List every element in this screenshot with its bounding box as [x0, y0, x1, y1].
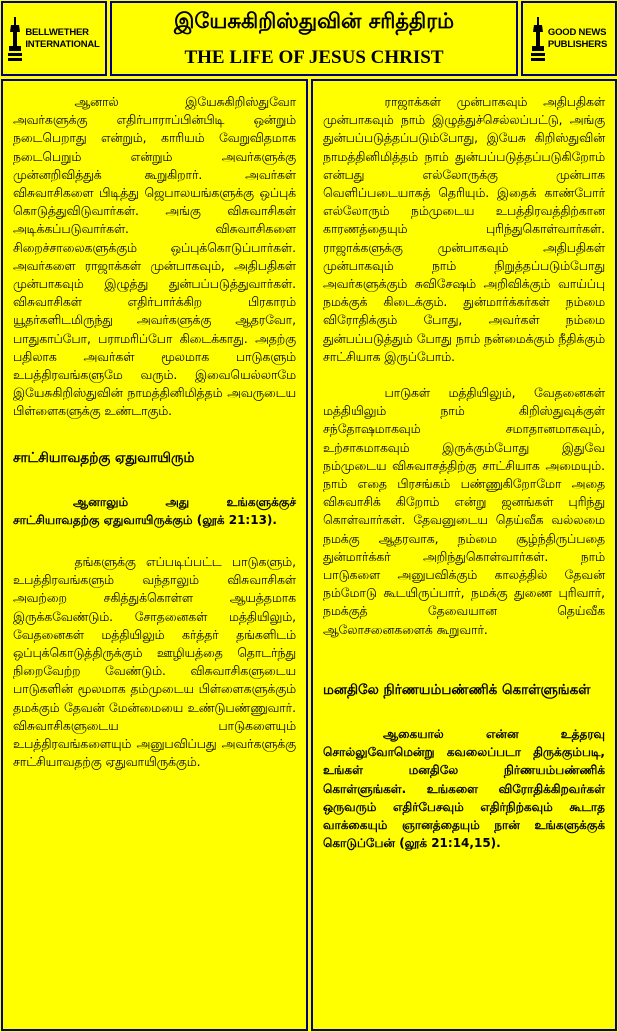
left-paragraph-2: தங்களுக்கு எப்படிப்பட்ட பாடுகளும், உபத்திரவங்களும் வந்தாலும் விசுவாசிகள் அவற்றை சகித்துக்கொள்ள ஆயத்தமாக இருக்கவேண்டும். சோதனைகள் மத்தியிலும், வேதனைகள் மத்தியிலும் கர்த்தர் தங்களிடம் ஒப்புக்கொடுத்திருக்கும் ஊழியத்தை தொடர்ந்து நிறைவேற்ற வேண்டும். விசுவாசிகளுடைய பாடுகளின் மூலமாக தம்முடைய பிள்ளைகளுக்கும் தமக்கும் தேவன் மேன்மையை உண்டுபண்ணுவார். விசுவாசிகளுடைய பாடுகளையும் உபத்திரவங்களையும் அனுபவிப்பது அவர்களுக்கு சாட்சியாவதற்கு ஏதுவாயிருக்கும்.	[13, 555, 296, 770]
left-logo-line2: INTERNATIONAL	[25, 38, 100, 50]
right-logo-line2: PUBLISHERS	[547, 38, 608, 50]
right-section-heading: மனதிலே நிர்ணயம்பண்ணிக் கொள்ளுங்கள்	[323, 681, 591, 698]
left-logo-line1: BELLWETHER	[25, 26, 89, 38]
bellwether-logo-icon	[8, 17, 22, 61]
page-title-english: THE LIFE OF JESUS CHRIST	[184, 47, 444, 68]
right-logo	[521, 1, 617, 76]
left-column	[1, 79, 308, 1031]
page-title-tamil: இயேசுகிறிஸ்துவின் சரித்திரம்	[173, 9, 455, 33]
title-box	[110, 1, 518, 76]
left-scripture-quote: ஆனாலும் அது உங்களுக்குச் சாட்சியாவதற்கு ஏதுவாயிருக்கும் (லூக் 21:13).	[13, 494, 296, 527]
right-logo-line1: GOOD NEWS	[547, 26, 607, 38]
right-paragraph-1: ராஜாக்கள் முன்பாகவும் அதிபதிகள் முன்பாகவும் நாம் இழுத்துச்செல்லப்பட்டு, அங்கு துன்பப்படுத்தப்படும்போது, இயேசு கிறிஸ்துவின் நாமத்தினிமித்தம் நாம் துன்பப்படுத்தப்படுகிறோம் என்பது எல்லோருக்கு முன்பாக வெளிப்படையாகத் தெரியும். இதைக் காண்போர் எல்லோரும் நம்முடைய உபத்திரவத்திற்கான காரணத்தையும் புரிந்துகொள்வார்கள். ராஜாக்களுக்கு முன்பாகவும் அதிபதிகள் முன்பாகவும் நாம் நிறுத்தப்படும்போது அவர்களுக்கும் சுவிசேஷம் அறிவிக்கும் வாய்ப்பு நமக்குக் கிடைக்கும். துன்மார்க்கர்கள் நம்மை விரோதிக்கும் போது, அவர்கள் நம்மை துன்பப்படுத்தும் போது நாம் நன்மைக்கும் நீதிக்கும் சாட்சியாக இருப்போம்.	[323, 95, 605, 364]
left-paragraph-1: ஆனால் இயேசுகிறிஸ்துவோ அவர்களுக்கு எதிர்பாராப்பின்பிடி ஒன்றும் நடைபெறாது என்றும், காரியம் வேறுவிதமாக நடைபெறும் என்றும் அவர்களுக்கு முன்னறிவித்துக் கூறுகிறார். அவர்கள் விசுவாசிகளை பிடித்து ஜெபாலயங்களுக்கு ஒப்புக் கொடுத்துவிடுவார்கள். அங்கு விசுவாசிகள் அடிக்கப்படுவார்கள். விசுவாசிகளை சிறைச்சாலைகளுக்கும் ஒப்புக்கொடுப்பார்கள். அவர்களை ராஜாக்கள் முன்பாகவும், அதிபதிகள் முன்பாகவும் இழுத்து துன்பப்படுத்துவார்கள். விசுவாசிகள் எதிர்பார்க்கிற பிரகாரம் யூதர்களிடமிருந்து அவர்களுக்கு ஆதரவோ, பாதுகாப்போ, பராமரிப்போ கிடைக்காது. அதற்கு பதிலாக அவர்கள் மூலமாக பாடுகளும் உபத்திரவங்களுமே வரும். இவையெல்லாமே இயேசுகிறிஸ்துவின் நாமத்தினிமித்தம் அவருடைய பிள்ளைகளுக்கு உண்டாகும்.	[13, 95, 296, 419]
good-news-logo-icon	[531, 17, 545, 61]
right-paragraph-2: பாடுகள் மத்தியிலும், வேதனைகள் மத்தியிலும் நாம் கிறிஸ்துவுக்குள் சந்தோஷமாகவும் சமாதானமாகவும், உற்சாகமாகவும் இருக்கும்போது இதுவே நம்முடைய விசுவாசத்திற்கு சாட்சியாக அமையும். நாம் எதை பிரசங்கம் பண்ணுகிறோமோ அதை விசுவாசிக் கிறோம் என்று ஜனங்கள் புரிந்து கொள்வார்கள். தேவனுடைய தெய்வீக வல்லமை நமக்கு ஆதரவாக, நம்மை சூழ்ந்திருப்பதை துன்மார்க்கர் அறிந்துகொள்வார்கள். நாம் பாடுகளை அனுபவிக்கும் காலத்தில் தேவன் நம்மோடு கூடயிருப்பார், நமக்கு துணை புரிவார், நமக்குத் தேவையான தெய்வீக ஆலோசனைகளைக் கூறுவார்.	[323, 386, 605, 637]
left-section-heading: சாட்சியாவதற்கு ஏதுவாயிரும்	[13, 449, 195, 466]
right-column	[311, 79, 617, 1031]
right-scripture-quote: ஆகையால் என்ன உத்தரவு சொல்லுவோமென்று கவலைப்படா திருக்கும்படி, உங்கள் மனதிலே நிர்ணயம்பண்ணிக் கொள்ளுங்கள். உங்களை விரோதிக்கிறவர்கள் ஒருவரும் எதிர்பேசவும் எதிர்நிற்கவும் கூடாத வாக்கையும் ஞானத்தையும் நான் உங்களுக்குக் கொடுப்பேன் (லூக் 21:14,15).	[323, 726, 605, 851]
left-logo	[1, 1, 107, 76]
